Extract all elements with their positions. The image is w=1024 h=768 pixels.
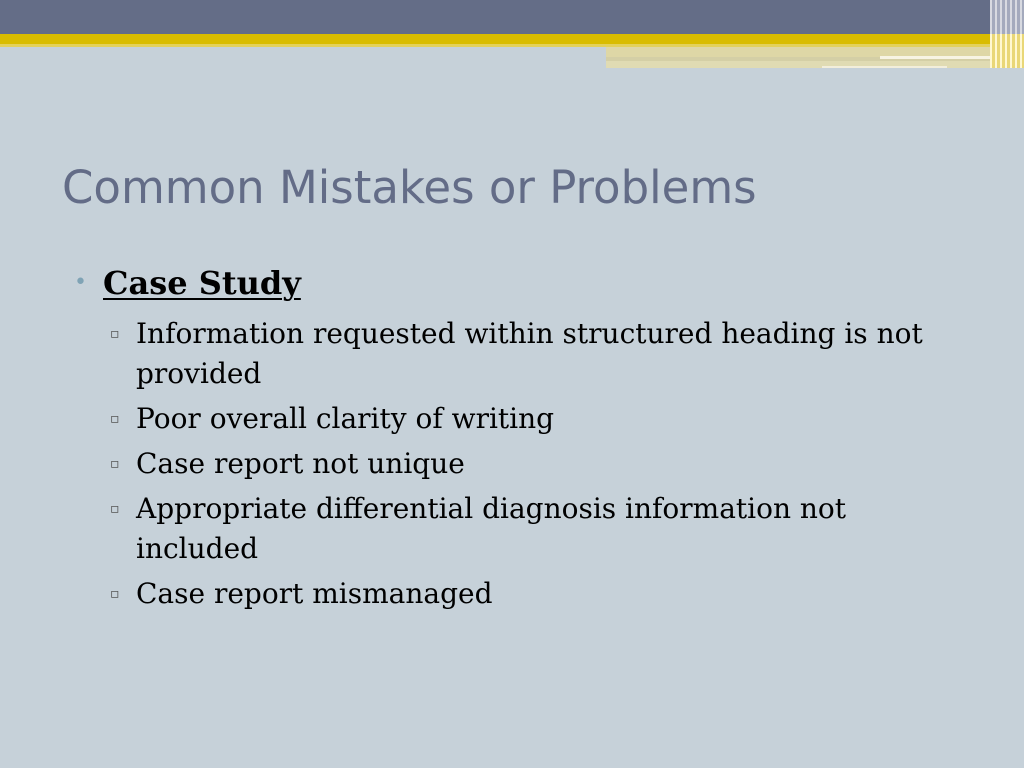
list-item <box>74 444 954 484</box>
list-item-text: Information requested within structured heading is not provided <box>136 317 923 390</box>
accent-highlight-line <box>822 66 947 68</box>
list-item-text: Appropriate differential diagnosis information not included <box>136 492 847 565</box>
gold-accent-line <box>0 34 1024 44</box>
square-bullet-icon: ▫ <box>110 456 120 472</box>
corner-stripes-gold <box>990 34 1024 68</box>
list-item <box>74 399 954 439</box>
list-item-text: Case report not unique <box>136 447 465 480</box>
round-bullet-icon: • <box>74 270 87 295</box>
list-item <box>74 574 954 614</box>
slide-title: Common Mistakes or Problems <box>62 161 757 214</box>
accent-highlight-line <box>880 56 990 59</box>
accent-bar <box>606 61 1024 68</box>
square-bullet-icon: ▫ <box>110 326 120 342</box>
square-bullet-icon: ▫ <box>110 501 120 517</box>
list-item <box>74 489 954 569</box>
bullet-heading: Case Study <box>103 264 301 302</box>
sub-bullet-list <box>74 314 954 614</box>
header-band <box>0 0 1024 34</box>
square-bullet-icon: ▫ <box>110 586 120 602</box>
square-bullet-icon: ▫ <box>110 411 120 427</box>
list-item-text: Case report mismanaged <box>136 577 493 610</box>
list-item-text: Poor overall clarity of writing <box>136 402 555 435</box>
list-item <box>74 314 954 394</box>
bullet-case-study <box>74 262 954 304</box>
slide-content <box>74 262 954 619</box>
